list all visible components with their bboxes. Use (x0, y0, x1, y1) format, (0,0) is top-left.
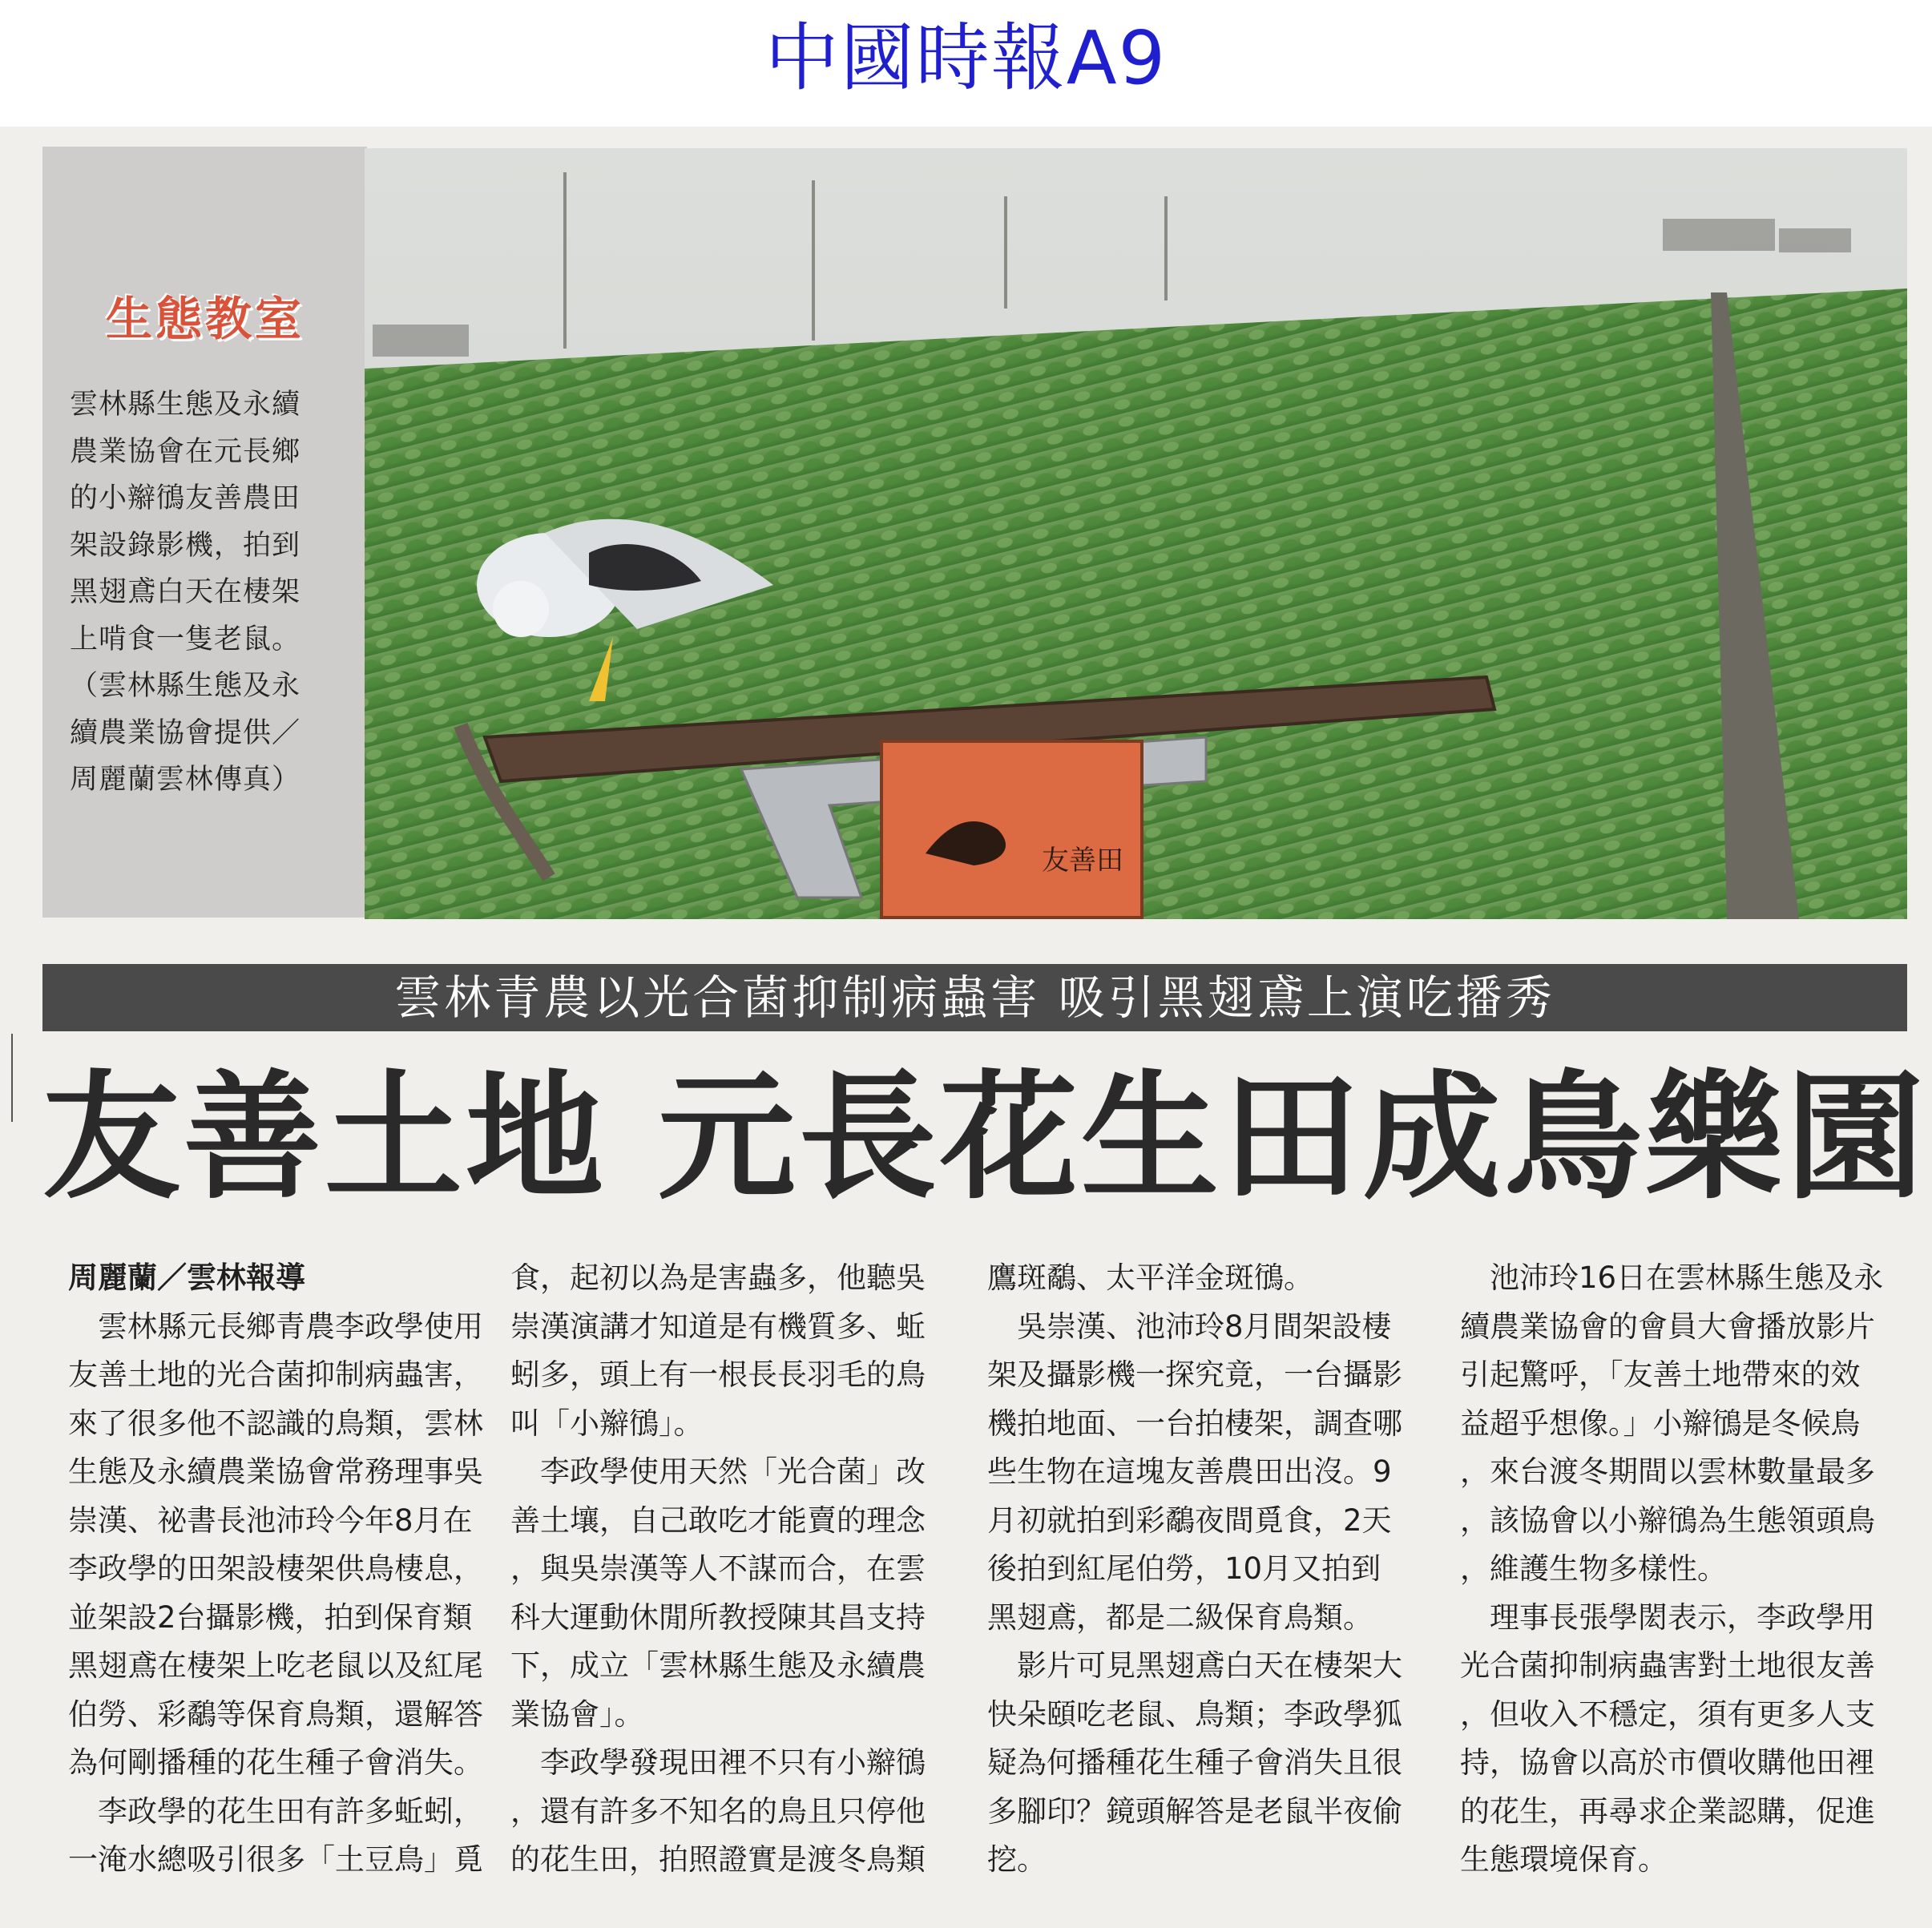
caption-line: 的小辮鴴友善農田 (70, 482, 301, 514)
article-line: ，但收入不穩定，須有更多人支 (1460, 1696, 1875, 1732)
article-line: 伯勞、彩鷸等保育鳥類，還解答 (68, 1696, 483, 1732)
article-column-4 (1460, 1254, 1925, 1885)
article-line: ，該協會以小辮鴴為生態領頭鳥 (1460, 1502, 1875, 1538)
caption-line: 架設錄影機，拍到 (70, 529, 301, 562)
article-line: 持，協會以高於市價收購他田裡 (1460, 1745, 1875, 1780)
article-line: 生態環境保育。 (1460, 1842, 1668, 1877)
subheadline: 雲林青農以光合菌抑制病蟲害 吸引黑翅鳶上演吃播秀 (394, 970, 1555, 1025)
article-line: 鷹斑鷸、太平洋金斑鴴。 (987, 1260, 1313, 1295)
article-line: 理事長張學閎表示，李政學用 (1460, 1599, 1875, 1635)
caption-line: 續農業協會提供／ (70, 716, 301, 749)
photo-caption (70, 381, 346, 804)
article-line: 崇漢演講才知道是有機質多、蚯 (510, 1309, 926, 1344)
article-line: 並架設2台攝影機，拍到保育類 (68, 1599, 473, 1635)
article-line: 友善土地的光合菌抑制病蟲害， (68, 1357, 483, 1392)
photo-caption-sidebar (42, 147, 367, 918)
caption-line: 黑翅鳶白天在棲架 (70, 576, 301, 608)
article-line: 吳崇漢、池沛玲8月間架設棲 (987, 1309, 1392, 1344)
article-line: 李政學的花生田有許多蚯蚓， (68, 1793, 483, 1829)
article-line: 李政學的田架設棲架供鳥棲息， (68, 1551, 483, 1586)
column-tag: 生態教室 (105, 292, 305, 346)
article-line: 下，成立「雲林縣生態及永續農 (510, 1648, 926, 1683)
article-line: 挖。 (987, 1842, 1047, 1877)
article-line: 月初就拍到彩鷸夜間覓食，2天 (987, 1502, 1392, 1538)
article-line: 疑為何播種花生種子會消失且很 (987, 1745, 1402, 1780)
sign-text: 友善田 (1042, 845, 1123, 877)
article-line: 善土壤，自己敢吃才能賣的理念 (510, 1502, 926, 1538)
article-line: 業協會」。 (510, 1696, 644, 1732)
article-column-1 (68, 1254, 533, 1885)
article-line: 雲林縣元長鄉青農李政學使用 (68, 1309, 483, 1344)
byline: 周麗蘭／雲林報導 (68, 1260, 305, 1295)
photo-illustration (365, 148, 1907, 919)
article-line: 一淹水總吸引很多「土豆鳥」覓 (68, 1842, 483, 1877)
headline: 友善土地 元長花生田成鳥樂園 (42, 1057, 1927, 1218)
caption-line: 農業協會在元長鄉 (70, 435, 301, 468)
caption-line: 上啃食一隻老鼠。 (70, 623, 301, 655)
article-line: 架及攝影機一探究竟，一台攝影 (987, 1357, 1402, 1392)
article-line: 的花生田，拍照證實是渡冬鳥類 (510, 1842, 926, 1877)
article-line: 機拍地面、一台拍棲架，調查哪 (987, 1406, 1402, 1441)
article-line: 後拍到紅尾伯勞，10月又拍到 (987, 1551, 1381, 1586)
article-line: ，來台渡冬期間以雲林數量最多 (1460, 1454, 1875, 1489)
article-line: 快朵頤吃老鼠、鳥類；李政學狐 (987, 1696, 1402, 1732)
perch-sign (741, 737, 1206, 918)
article-line: 益超乎想像。」小辮鴴是冬候鳥 (1460, 1406, 1861, 1441)
crop-mark (11, 1034, 13, 1122)
photo-kite-on-perch (365, 148, 1907, 919)
article-line: 崇漢、祕書長池沛玲今年8月在 (68, 1502, 473, 1538)
article-line: 引起驚呼，「友善土地帶來的效 (1460, 1357, 1861, 1392)
article-line: 叫「小辮鴴」。 (510, 1406, 704, 1441)
article-column-3 (987, 1254, 1452, 1885)
article-line: 為何剛播種的花生種子會消失。 (68, 1745, 483, 1780)
caption-line: 周麗蘭雲林傳真） (70, 764, 301, 796)
article-line: 些生物在這塊友善農田出沒。9 (987, 1454, 1392, 1489)
article-line: 的花生，再尋求企業認購，促進 (1460, 1793, 1875, 1829)
article-line: 李政學使用天然「光合菌」改 (510, 1454, 926, 1489)
article-line: 黑翅鳶在棲架上吃老鼠以及紅尾 (68, 1648, 483, 1683)
article-line: 影片可見黑翅鳶白天在棲架大 (987, 1648, 1402, 1683)
caption-line: 雲林縣生態及永續 (70, 389, 301, 421)
article-line: 來了很多他不認識的鳥類，雲林 (68, 1406, 483, 1441)
article-line: 續農業協會的會員大會播放影片 (1460, 1309, 1875, 1344)
article-line: ，還有許多不知名的鳥且只停他 (510, 1793, 926, 1829)
article-line: ，與吳崇漢等人不謀而合，在雲 (510, 1551, 926, 1586)
article-line: 生態及永續農業協會常務理事吳 (68, 1454, 483, 1489)
article-line: 黑翅鳶，都是二級保育鳥類。 (987, 1599, 1373, 1635)
article-line: 光合菌抑制病蟲害對土地很友善 (1460, 1648, 1875, 1683)
caption-line: （雲林縣生態及永 (70, 670, 301, 702)
article-line: 多腳印？鏡頭解答是老鼠半夜偷 (987, 1793, 1402, 1829)
article-line: ，維護生物多樣性。 (1460, 1551, 1727, 1586)
subheadline-bar (42, 964, 1907, 1031)
article-line: 池沛玲16日在雲林縣生態及永 (1460, 1260, 1884, 1295)
article-line: 食，起初以為是害蟲多，他聽吳 (510, 1260, 926, 1295)
article-line: 科大運動休閒所教授陳其昌支持 (510, 1599, 926, 1635)
article-line: 蚓多，頭上有一根長長羽毛的鳥 (510, 1357, 926, 1392)
article-line: 李政學發現田裡不只有小辮鴴 (510, 1745, 926, 1780)
newspaper-source-title: 中國時報A9 (764, 15, 1168, 101)
article-column-2 (510, 1254, 975, 1885)
